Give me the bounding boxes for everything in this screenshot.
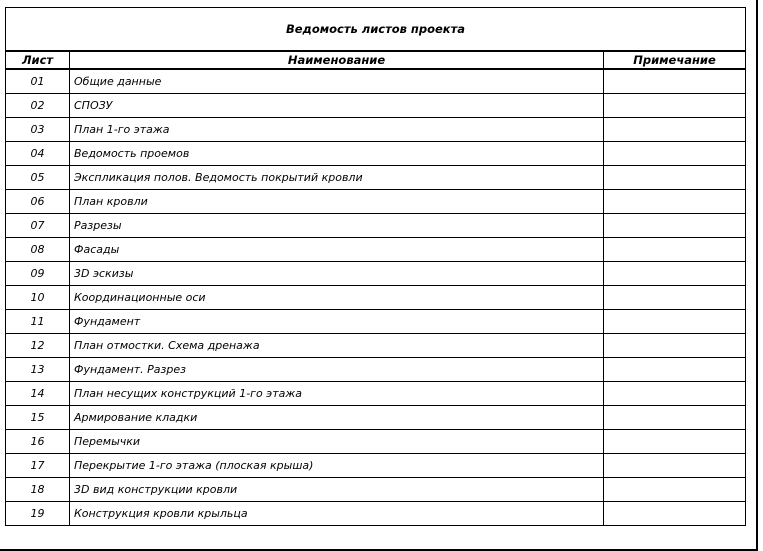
sheet-note: [604, 214, 746, 238]
sheet-note: [604, 406, 746, 430]
sheet-name: Фундамент. Разрез: [70, 358, 604, 382]
table-row: [6, 334, 746, 358]
sheet-name: Фундамент: [70, 310, 604, 334]
table-row: [6, 286, 746, 310]
sheet-note: [604, 382, 746, 406]
sheet-number: 13: [6, 358, 70, 382]
sheet-note: [604, 69, 746, 94]
table-row: [6, 94, 746, 118]
header-note: Примечание: [604, 51, 746, 69]
sheet-note: [604, 478, 746, 502]
sheet-name: План отмостки. Схема дренажа: [70, 334, 604, 358]
title-row: [6, 8, 746, 52]
sheet-name: СПОЗУ: [70, 94, 604, 118]
sheet-number: 05: [6, 166, 70, 190]
sheet-number: 14: [6, 382, 70, 406]
table-row: [6, 262, 746, 286]
table-row: [6, 214, 746, 238]
sheet-name: Фасады: [70, 238, 604, 262]
sheet-number: 16: [6, 430, 70, 454]
sheet-name: Конструкция кровли крыльца: [70, 502, 604, 526]
table-row: [6, 142, 746, 166]
sheet-number: 04: [6, 142, 70, 166]
sheet-note: [604, 94, 746, 118]
frame-border-right: [756, 0, 758, 551]
sheet-number: 17: [6, 454, 70, 478]
header-name: Наименование: [70, 51, 604, 69]
table-row: [6, 358, 746, 382]
sheet-number: 19: [6, 502, 70, 526]
table-row: [6, 454, 746, 478]
sheet-note: [604, 334, 746, 358]
table-row: [6, 69, 746, 94]
sheet-name: 3D вид конструкции кровли: [70, 478, 604, 502]
table-row: [6, 502, 746, 526]
sheet-name: Экспликация полов. Ведомость покрытий кровли: [70, 166, 604, 190]
sheet-note: [604, 310, 746, 334]
sheet-number: 02: [6, 94, 70, 118]
sheet-name: План несущих конструкций 1-го этажа: [70, 382, 604, 406]
sheet-number: 03: [6, 118, 70, 142]
sheet-name: Разрезы: [70, 214, 604, 238]
sheet-number: 09: [6, 262, 70, 286]
sheet-number: 07: [6, 214, 70, 238]
sheet-note: [604, 430, 746, 454]
sheet-number: 11: [6, 310, 70, 334]
sheet-name: Координационные оси: [70, 286, 604, 310]
table-row: [6, 406, 746, 430]
sheet-note: [604, 238, 746, 262]
table-row: [6, 310, 746, 334]
sheet-name: План кровли: [70, 190, 604, 214]
table-title: Ведомость листов проекта: [6, 8, 746, 52]
table-row: [6, 382, 746, 406]
sheet-name: Перемычки: [70, 430, 604, 454]
sheet-name: Ведомость проемов: [70, 142, 604, 166]
sheet-name: 3D эскизы: [70, 262, 604, 286]
sheet-note: [604, 190, 746, 214]
table-row: [6, 166, 746, 190]
sheet-note: [604, 502, 746, 526]
sheet-note: [604, 454, 746, 478]
sheet-name: Общие данные: [70, 69, 604, 94]
sheet-number: 06: [6, 190, 70, 214]
sheet-note: [604, 262, 746, 286]
sheet-note: [604, 142, 746, 166]
sheet-name: Перекрытие 1-го этажа (плоская крыша): [70, 454, 604, 478]
table-row: [6, 478, 746, 502]
sheet-number: 01: [6, 69, 70, 94]
sheet-number: 08: [6, 238, 70, 262]
sheet-number: 15: [6, 406, 70, 430]
sheet-name: План 1-го этажа: [70, 118, 604, 142]
sheet-note: [604, 166, 746, 190]
sheet-name: Армирование кладки: [70, 406, 604, 430]
table-row: [6, 430, 746, 454]
header-row: [6, 51, 746, 69]
table-row: [6, 238, 746, 262]
sheet-number: 12: [6, 334, 70, 358]
sheet-note: [604, 286, 746, 310]
table-row: [6, 118, 746, 142]
sheet-note: [604, 118, 746, 142]
table-row: [6, 190, 746, 214]
table-body: [6, 8, 746, 526]
header-sheet: Лист: [6, 51, 70, 69]
sheet-number: 10: [6, 286, 70, 310]
sheet-number: 18: [6, 478, 70, 502]
sheet-note: [604, 358, 746, 382]
sheet-list-table: [5, 7, 746, 526]
